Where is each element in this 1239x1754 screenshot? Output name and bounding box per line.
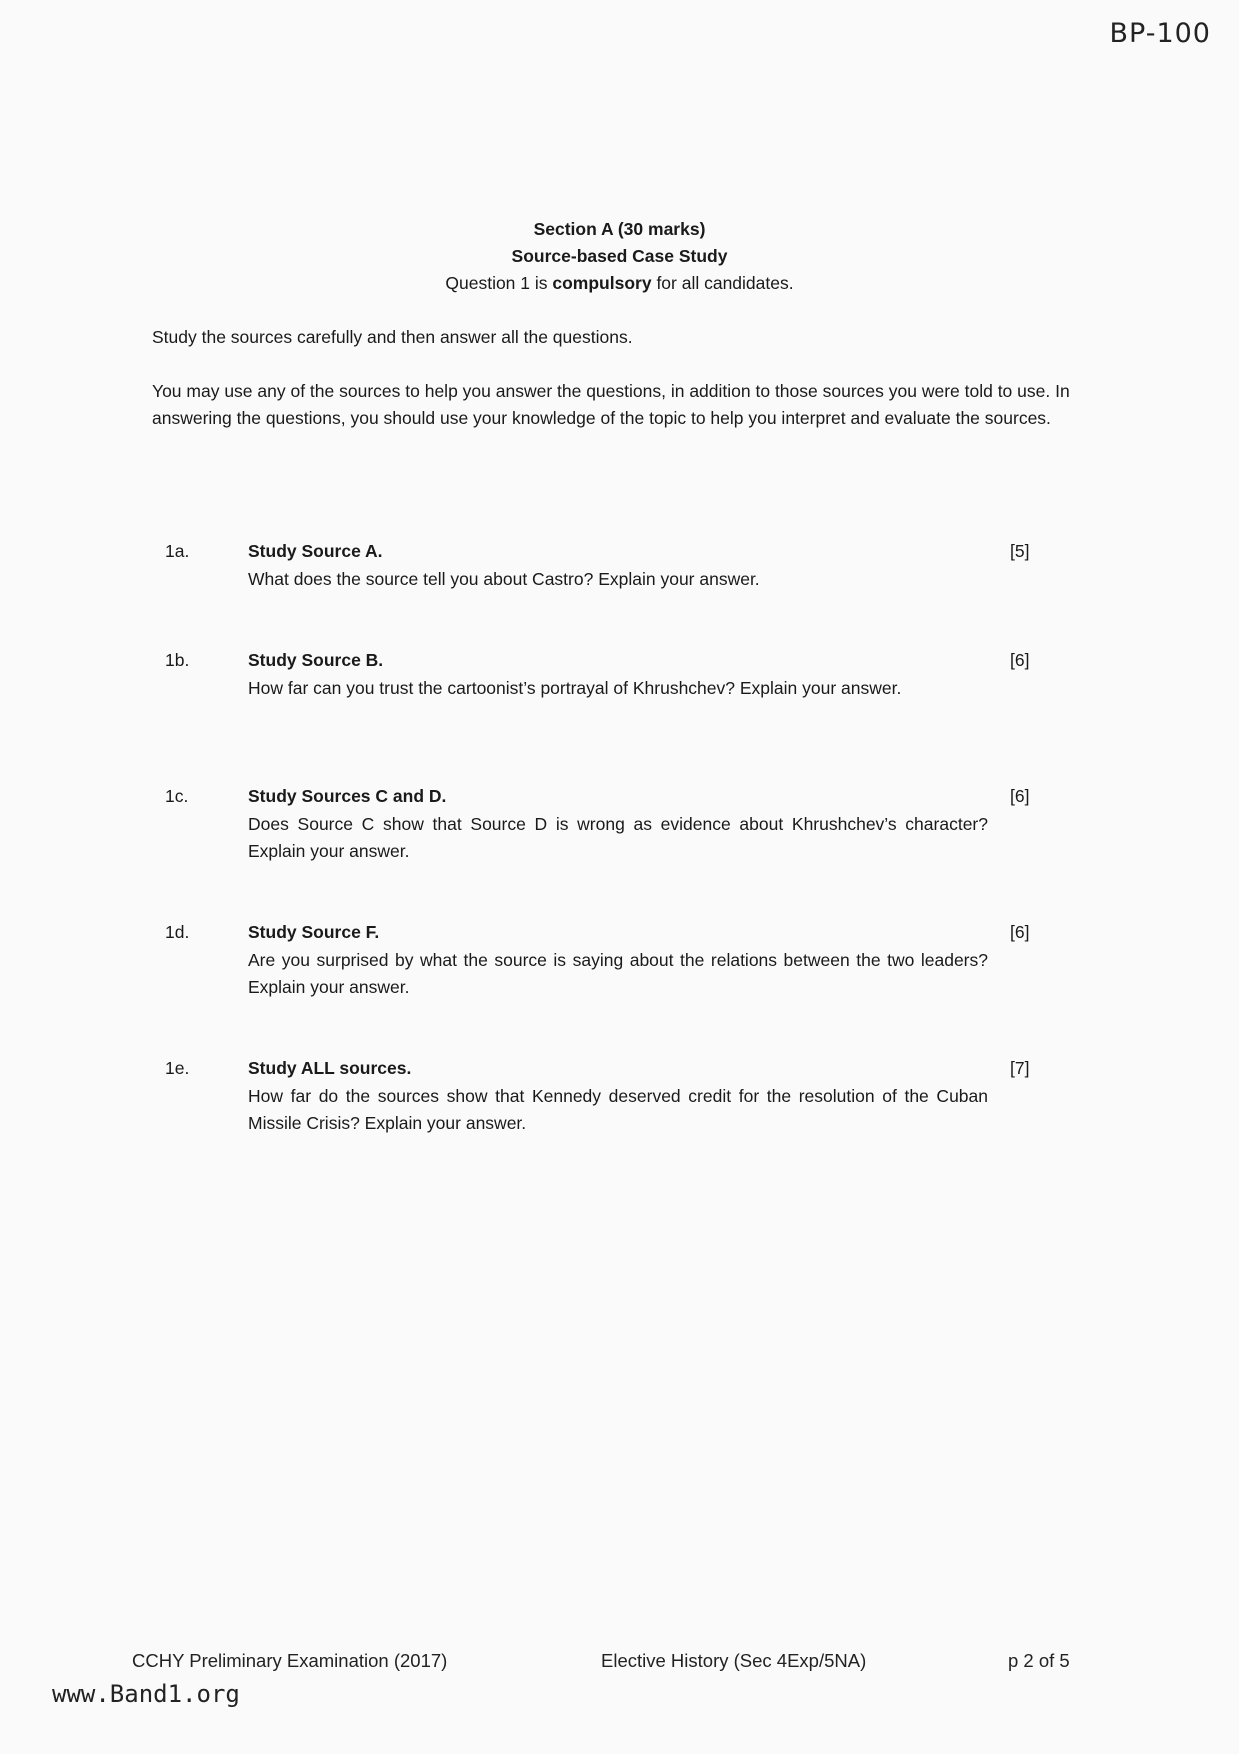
question-text: What does the source tell you about Castro? Explain your answer.: [248, 568, 760, 589]
question-number: 1a.: [165, 541, 190, 561]
page-code: BP-100: [1109, 18, 1211, 49]
question-title: Study Source F.: [248, 922, 380, 942]
question-body: [248, 538, 988, 593]
question-body: [248, 1055, 988, 1138]
instruction-pre: Question 1 is: [445, 273, 553, 293]
question-number: 1d.: [165, 922, 190, 942]
question-number: 1e.: [165, 1058, 190, 1078]
instruction-post: for all candidates.: [651, 273, 794, 293]
question-body: [248, 919, 988, 1002]
watermark-url: www.Band1.org: [52, 1680, 240, 1708]
question-body: [248, 783, 988, 866]
intro-line: Study the sources carefully and then answer all the questions.: [152, 327, 633, 347]
question-number: 1b.: [165, 650, 190, 670]
footer-subject: Elective History (Sec 4Exp/5NA): [601, 1650, 867, 1671]
question-text: Are you surprised by what the source is saying about the relations between the two leaders? Explain your answer.: [248, 949, 988, 997]
instruction-bold: compulsory: [552, 273, 652, 293]
footer-page-number: p 2 of 5: [1008, 1650, 1070, 1671]
section-instruction: [0, 270, 1239, 297]
question-marks: [6]: [1010, 650, 1030, 670]
question-text: How far can you trust the cartoonist’s portrayal of Khrushchev? Explain your answer.: [248, 677, 902, 698]
section-header: [0, 216, 1239, 297]
question-title: Study ALL sources.: [248, 1058, 412, 1078]
question-body: [248, 647, 988, 702]
footer-exam-title: CCHY Preliminary Examination (2017): [132, 1650, 448, 1671]
intro-paragraph: You may use any of the sources to help you answer the questions, in addition to those sources you were told to use. In answering the questions, you should use your knowledge of the topic to help you interpret and evaluate the sources.: [152, 381, 1070, 428]
question-marks: [6]: [1010, 786, 1030, 806]
section-title: Section A (30 marks): [533, 219, 706, 239]
question-title: Study Sources C and D.: [248, 786, 447, 806]
question-marks: [7]: [1010, 1058, 1030, 1078]
section-subtitle: Source-based Case Study: [511, 246, 728, 266]
question-marks: [5]: [1010, 541, 1030, 561]
question-title: Study Source B.: [248, 650, 384, 670]
question-text: How far do the sources show that Kennedy deserved credit for the resolution of the Cuban Missile Crisis? Explain your answer.: [248, 1085, 988, 1133]
question-text: Does Source C show that Source D is wrong as evidence about Khrushchev’s character? Explain your answer.: [248, 813, 988, 861]
question-number: 1c.: [165, 786, 189, 806]
question-title: Study Source A.: [248, 541, 383, 561]
question-marks: [6]: [1010, 922, 1030, 942]
